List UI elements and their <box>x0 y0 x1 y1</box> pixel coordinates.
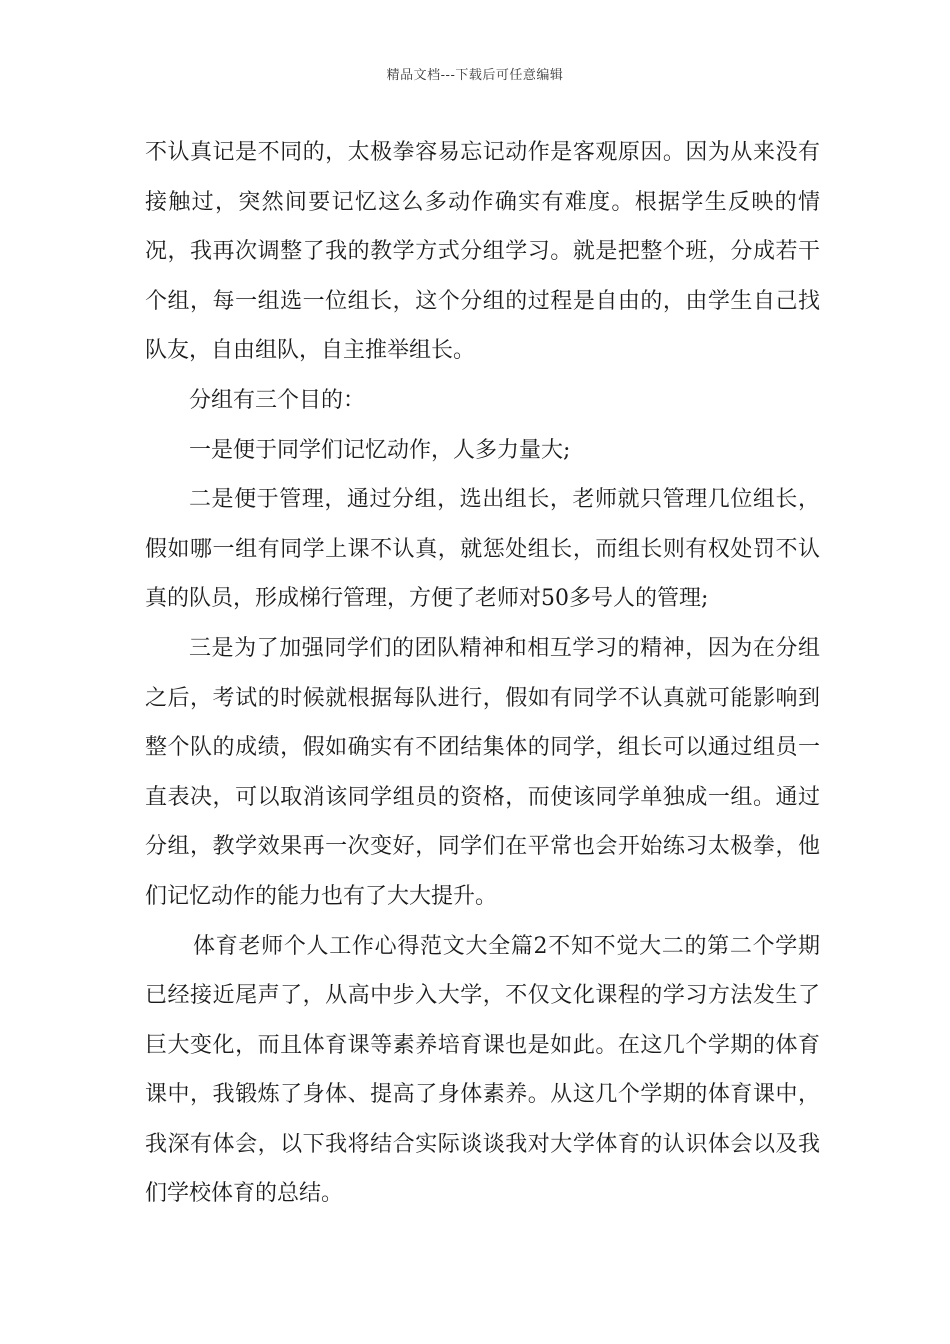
paragraph-continuation: 不认真记是不同的，太极拳容易忘记动作是客观原因。因为从来没有接触过，突然间要记忆这么多动作确实有难度。根据学生反映的情况，我再次调整了我的教学方式分组学习。就是把整个班，分成若干个组，每一组选一位组长，这个分组的过程是自由的，由学生自己找队友，自由组队，自主推举组长。 <box>145 140 820 364</box>
paragraph-purposes-intro: 分组有三个目的： <box>189 387 366 413</box>
paragraph-article-two: 体育老师个人工作心得范文大全篇2不知不觉大二的第二个学期已经接近尾声了，从高中步入大学，不仅文化课程的学习方法发生了巨大变化，而且体育课等素养培育课也是如此。在这几个学期的体育课中，我锻炼了身体、提高了身体素养。从这几个学期的体育课中，我深有体会，以下我将结合实际谈谈我对大学体育的认识体会以及我们学校体育的总结。 <box>145 933 820 1207</box>
paragraph-purpose-one: 一是便于同学们记忆动作，人多力量大; <box>189 437 571 463</box>
paragraph-purpose-two: 二是便于管理，通过分组，选出组长，老师就只管理几位组长，假如哪一组有同学上课不认真，就惩处组长，而组长则有权处罚不认真的队员，形成梯行管理，方便了老师对50多号人的管理; <box>145 487 820 612</box>
page-header: 精品文档---下载后可任意编辑 <box>386 68 564 83</box>
document-body <box>145 128 820 1219</box>
paragraph-purpose-three: 三是为了加强同学们的团队精神和相互学习的精神，因为在分组之后，考试的时候就根据每队进行，假如有同学不认真就可能影响到整个队的成绩，假如确实有不团结集体的同学，组长可以通过组员一直表决，可以取消该同学组员的资格，而使该同学单独成一组。通过分组，教学效果再一次变好，同学们在平常也会开始练习太极拳，他们记忆动作的能力也有了大大提升。 <box>145 635 820 909</box>
